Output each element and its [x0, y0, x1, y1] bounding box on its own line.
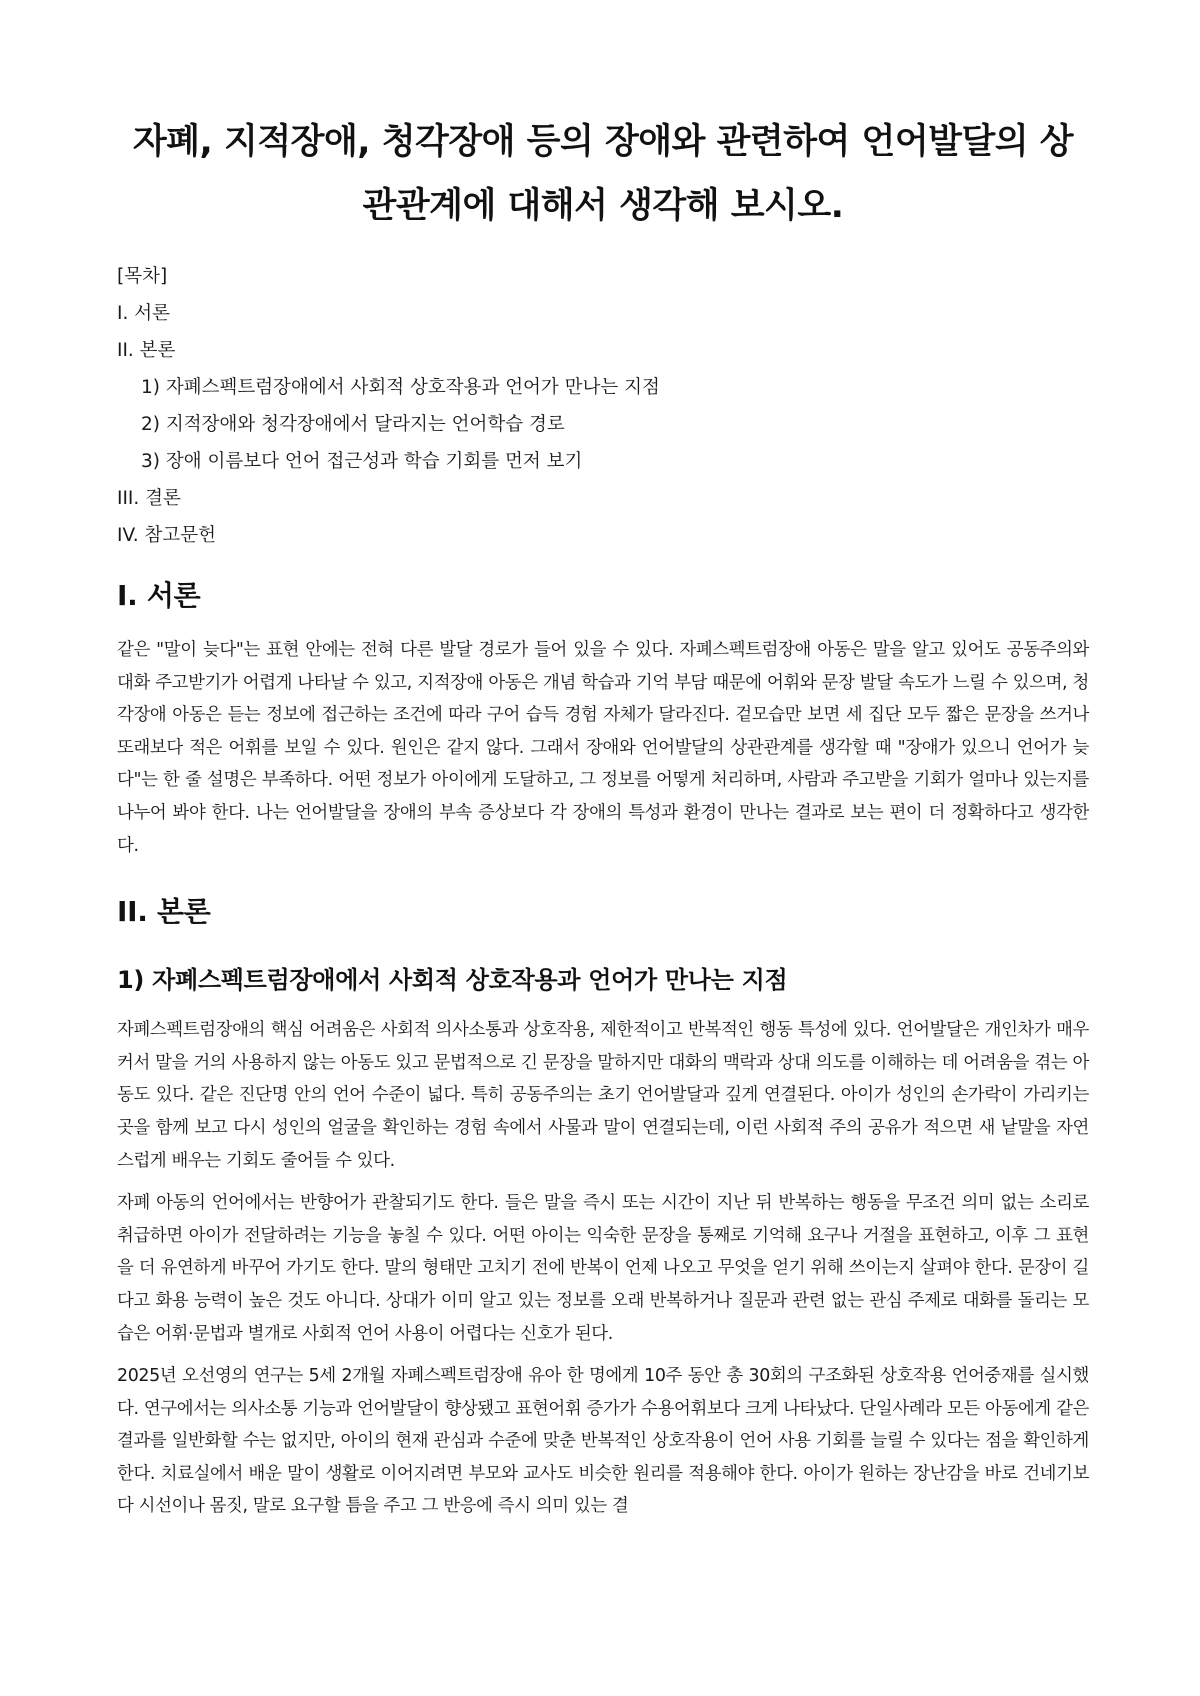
toc-item-body: II. 본론 [117, 340, 176, 361]
body-paragraph: 2025년 오선영의 연구는 5세 2개월 자폐스펙트럼장애 유아 한 명에게 10주 동안 총 30회의 구조화된 상호작용 언어중재를 실시했다. 연구에서는 의사소통 기능과 언어발달이 향상됐고 표현어휘 증가가 수용어휘보다 크게 나타났다. 단일사례라 모든 아동에게 같은 결과를 일반화할 수는 없지만, 아이의 현재 관심과 수준에 맞춘 반복적인 상호작용이 언어 사용 기회를 늘릴 수 있다는 점을 확인하게 한다. 치료실에서 배운 말이 생활로 이어지려면 부모와 교사도 비슷한 원리를 적용해야 한다. 아이가 원하는 장난감을 바로 건네기보다 시선이나 몸짓, 말로 요구할 틈을 주고 그 반응에 즉시 의미 있는 결 [117, 1366, 1089, 1517]
body-paragraph: 자폐 아동의 언어에서는 반향어가 관찰되기도 한다. 들은 말을 즉시 또는 시간이 지난 뒤 반복하는 행동을 무조건 의미 없는 소리로 취급하면 아이가 전달하려는 기능을 놓칠 수 있다. 어떤 아이는 익숙한 문장을 통째로 기억해 요구나 거절을 표현하고, 이후 그 표현을 더 유연하게 바꾸어 가기도 한다. 말의 형태만 고치기 전에 반복이 언제 나오고 무엇을 얻기 위해 쓰이는지 살펴야 한다. 문장이 길다고 화용 능력이 높은 것도 아니다. 상대가 이미 알고 있는 정보를 오래 반복하거나 질문과 관련 없는 관심 주제로 대화를 돌리는 모습은 어휘·문법과 별개로 사회적 언어 사용이 어렵다는 신호가 된다. [117, 1193, 1089, 1344]
toc-item-introduction: I. 서론 [117, 303, 170, 324]
table-of-contents [117, 258, 1089, 554]
document-page [117, 110, 1089, 1533]
toc-item-body-2: 2) 지적장애와 청각장애에서 달라지는 언어학습 경로 [141, 414, 565, 435]
subsection-heading-autism: 1) 자폐스펙트럼장애에서 사회적 상호작용과 언어가 만나는 지점 [117, 966, 788, 995]
toc-item-conclusion: III. 결론 [117, 488, 181, 509]
section-heading-body: II. 본론 [117, 895, 211, 929]
document-title: 자폐, 지적장애, 청각장애 등의 장애와 관련하여 언어발달의 상관관계에 대해서 생각해 보시오. [132, 122, 1074, 226]
body-paragraph: 자폐스펙트럼장애의 핵심 어려움은 사회적 의사소통과 상호작용, 제한적이고 반복적인 행동 특성에 있다. 언어발달은 개인차가 매우 커서 말을 거의 사용하지 않는 아동도 있고 문법적으로 긴 문장을 말하지만 대화의 맥락과 상대 의도를 이해하는 데 어려움을 겪는 아동도 있다. 같은 진단명 안의 언어 수준이 넓다. 특히 공동주의는 초기 언어발달과 깊게 연결된다. 아이가 성인의 손가락이 가리키는 곳을 함께 보고 다시 성인의 얼굴을 확인하는 경험 속에서 사물과 말이 연결되는데, 이런 사회적 주의 공유가 적으면 새 낱말을 자연스럽게 배우는 기회도 줄어들 수 있다. [117, 1020, 1089, 1171]
toc-item-references: IV. 참고문헌 [117, 525, 216, 546]
toc-heading: [목차] [117, 266, 168, 287]
section-heading-introduction: I. 서론 [117, 579, 201, 612]
toc-item-body-1: 1) 자폐스펙트럼장애에서 사회적 상호작용과 언어가 만나는 지점 [141, 377, 660, 398]
introduction-paragraph: 같은 "말이 늦다"는 표현 안에는 전혀 다른 발달 경로가 들어 있을 수 있다. 자폐스펙트럼장애 아동은 말을 알고 있어도 공동주의와 대화 주고받기가 어렵게 나타날 수 있고, 지적장애 아동은 개념 학습과 기억 부담 때문에 어휘와 문장 발달 속도가 느릴 수 있으며, 청각장애 아동은 듣는 정보에 접근하는 조건에 따라 구어 습득 경험 자체가 달라진다. 겉모습만 보면 세 집단 모두 짧은 문장을 쓰거나 또래보다 적은 어휘를 보일 수 있다. 원인은 같지 않다. 그래서 장애와 언어발달의 상관관계를 생각할 때 "장애가 있으니 언어가 늦다"는 한 줄 설명은 부족하다. 어떤 정보가 아이에게 도달하고, 그 정보를 어떻게 처리하며, 사람과 주고받을 기회가 얼마나 있는지를 나누어 봐야 한다. 나는 언어발달을 장애의 부속 증상보다 각 장애의 특성과 환경이 만나는 결과로 보는 편이 더 정확하다고 생각한다. [117, 640, 1089, 856]
toc-item-body-3: 3) 장애 이름보다 언어 접근성과 학습 기회를 먼저 보기 [141, 451, 583, 472]
